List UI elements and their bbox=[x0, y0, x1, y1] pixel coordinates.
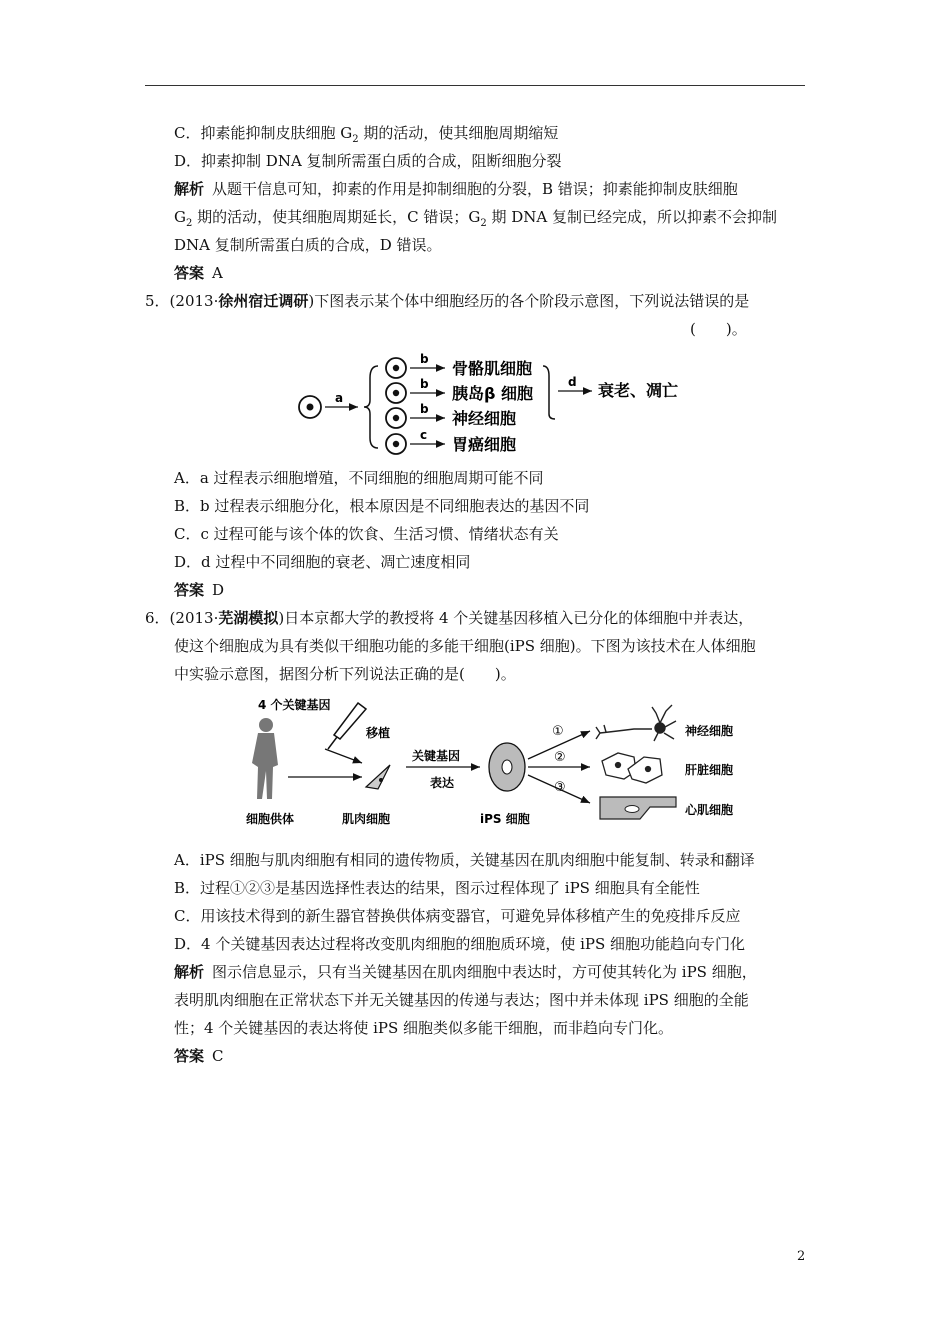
q5-option-a: A．a 过程表示细胞增殖，不同细胞的细胞周期可能不同 bbox=[174, 469, 544, 487]
q5-paren: ( )。 bbox=[690, 320, 747, 338]
cell-islet: 胰岛β 细胞 bbox=[452, 384, 534, 403]
q4-option-c: C．抑素能抑制皮肤细胞 $G_2$ 期的活动，使其细胞周期缩短 bbox=[174, 124, 559, 145]
express-bottom-label: 表达 bbox=[430, 776, 455, 790]
q6-stem-line1: 6．(2013·芜湖模拟)日本京都大学的教授将 4 个关键基因移植入已分化的体细胞中并表达， bbox=[145, 609, 754, 627]
label-b2: b bbox=[420, 377, 429, 391]
result-text: 衰老、凋亡 bbox=[598, 381, 679, 400]
q4-analysis-line3: DNA 复制所需蛋白质的合成，D 错误。 bbox=[174, 236, 442, 254]
num-1: ① bbox=[552, 724, 564, 739]
right-brace bbox=[543, 366, 555, 419]
q6-analysis-line1: 解析 图示信息显示，只有当关键基因在肌肉细胞中表达时，方可使其转化为 iPS 细胞， bbox=[174, 963, 757, 981]
human-donor-icon bbox=[252, 718, 278, 799]
liver-label: 肝脏细胞 bbox=[685, 763, 734, 777]
neuron-label: 神经细胞 bbox=[685, 724, 734, 738]
ips-label: iPS 细胞 bbox=[480, 812, 530, 826]
q6-option-a: A．iPS 细胞与肌肉细胞有相同的遗传物质，关键基因在肌肉细胞中能复制、转录和翻译 bbox=[174, 851, 755, 869]
analysis-label: 解析 bbox=[174, 180, 205, 198]
q6-option-d: D．4 个关键基因表达过程将改变肌肉细胞的细胞质环境，使 iPS 细胞功能趋向专门化 bbox=[174, 935, 746, 953]
q6-stem-line2: 使这个细胞成为具有类似干细胞功能的多能干细胞(iPS 细胞)。下图为该技术在人体细胞 bbox=[174, 637, 756, 655]
neuron-icon bbox=[596, 705, 676, 741]
page-number: 2 bbox=[797, 1249, 806, 1264]
header-rule bbox=[145, 85, 805, 86]
q5-option-d: D．d 过程中不同细胞的衰老、凋亡速度相同 bbox=[174, 553, 471, 571]
transplant-label: 移植 bbox=[366, 726, 391, 740]
q5-answer: 答案 D bbox=[174, 581, 225, 599]
num-3: ③ bbox=[554, 780, 566, 795]
origin-cell-icon bbox=[299, 396, 321, 418]
express-top-label: 关键基因 bbox=[412, 749, 461, 763]
label-d: d bbox=[568, 375, 577, 389]
q5-option-b: B．b 过程表示细胞分化，根本原因是不同细胞表达的基因不同 bbox=[174, 497, 590, 515]
cell-icon-2 bbox=[386, 383, 406, 403]
q6-option-b: B．过程①②③是基因选择性表达的结果，图示过程体现了 iPS 细胞具有全能性 bbox=[174, 879, 700, 897]
label-a: a bbox=[335, 391, 344, 405]
cell-skeletal: 骨骼肌细胞 bbox=[452, 359, 533, 378]
ips-cell-icon bbox=[489, 743, 525, 791]
pipette-icon bbox=[328, 703, 366, 749]
label-c: c bbox=[420, 428, 428, 442]
brace bbox=[364, 366, 378, 448]
q6-answer: 答案 C bbox=[174, 1047, 224, 1065]
heart-muscle-icon bbox=[600, 797, 676, 819]
cell-cancer: 胃癌细胞 bbox=[452, 435, 517, 454]
cell-neuron: 神经细胞 bbox=[452, 409, 517, 428]
q4-analysis-line2: $G_2$ 期的活动，使其细胞周期延长，C 错误；$G_2$ 期 DNA 复制已经完成，所以抑素不会抑制 bbox=[174, 208, 778, 229]
heart-label: 心肌细胞 bbox=[685, 803, 734, 817]
q6-option-c: C．用该技术得到的新生器官替换供体病变器官，可避免异体移植产生的免疫排斥反应 bbox=[174, 907, 741, 925]
q4-analysis-line1: 解析 从题干信息可知，抑素的作用是抑制细胞的分裂，B 错误；抑素能抑制皮肤细胞 bbox=[174, 180, 738, 198]
q5-stem: 5．(2013·徐州宿迁调研)下图表示某个体中细胞经历的各个阶段示意图，下列说法错误的是 bbox=[145, 292, 750, 310]
q6-stem-line3: 中实验示意图，据图分析下列说法正确的是( )。 bbox=[174, 665, 516, 683]
cell-icon-4 bbox=[386, 434, 406, 454]
q4-option-d: D．抑素抑制 DNA 复制所需蛋白质的合成，阻断细胞分裂 bbox=[174, 152, 562, 170]
liver-cells-icon bbox=[602, 753, 662, 783]
q6-diagram bbox=[240, 695, 760, 835]
muscle-label: 肌肉细胞 bbox=[342, 812, 391, 826]
q5-option-c: C．c 过程可能与该个体的饮食、生活习惯、情绪状态有关 bbox=[174, 525, 559, 543]
label-b3: b bbox=[420, 402, 429, 416]
label-b1: b bbox=[420, 352, 429, 366]
cell-icon-1 bbox=[386, 358, 406, 378]
q6-analysis-line2: 表明肌肉细胞在正常状态下并无关键基因的传递与表达；图中并未体现 iPS 细胞的全能 bbox=[174, 991, 749, 1009]
cell-icon-3 bbox=[386, 408, 406, 428]
genes-label: 4 个关键基因 bbox=[258, 698, 331, 712]
muscle-cell-icon bbox=[366, 765, 390, 789]
q6-analysis-line3: 性；4 个关键基因的表达将使 iPS 细胞类似多能干细胞，而非趋向专门化。 bbox=[174, 1019, 674, 1037]
donor-label: 细胞供体 bbox=[246, 812, 295, 826]
q4-answer: 答案 A bbox=[174, 264, 223, 282]
q5-diagram bbox=[290, 348, 710, 460]
num-2: ② bbox=[554, 750, 566, 765]
